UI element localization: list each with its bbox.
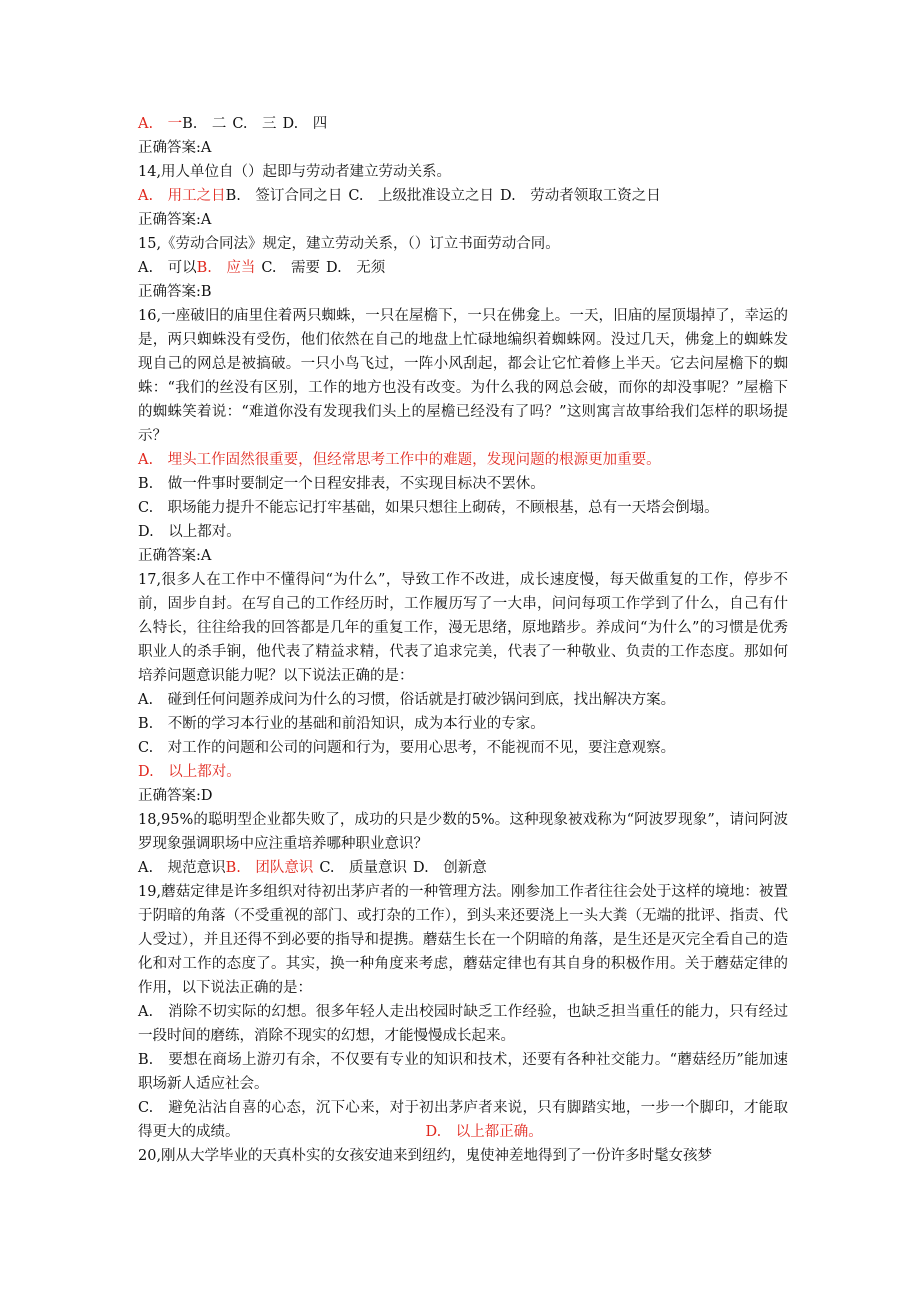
q20-stem: 20,刚从大学毕业的天真朴实的女孩安迪来到纽约，鬼使神差地得到了一份许多时髦女孩梦 [138, 1148, 713, 1164]
q16-option-c: C. 职场能力提升不能忘记打牢基础，如果只想往上砌砖，不顾根基，总有一天塔会倒塌。 [138, 500, 719, 516]
q15-option-a: A. 可以 [138, 260, 197, 276]
q17-stem: 17,很多人在工作中不懂得问“为什么”，导致工作不改进，成长速度慢，每天做重复的工作，停步不前，固步自封。在写自己的工作经历时，工作履历写了一大串，问问每项工作学到了什么，自己有什么特长，往往给我的回答都是几年的重复工作，漫无思绪，原地踏步。养成问“为什么”的习惯是优秀职业人的杀手锏，他代表了精益求精，代表了追求完美，代表了一种敬业、负责的工作态度。那如何培养问题意识能力呢？以下说法正确的是： [138, 572, 788, 684]
q18-option-c: C. 质量意识 [319, 860, 408, 876]
q13-option-a: A. 一 [138, 116, 183, 132]
q19-option-c-and-d [138, 1096, 788, 1144]
q16-option-b: B. 做一件事时要制定一个日程安排表，不实现目标决不罢休。 [138, 476, 545, 492]
q14-options [138, 184, 788, 208]
q18-option-d: D. 创新意 [413, 860, 487, 876]
q13-option-c: C. 三 [232, 116, 277, 132]
q18-stem: 18,95%的聪明型企业都失败了，成功的只是少数的5%。这种现象被戏称为“阿波罗现象”，请问阿波罗现象强调职场中应注重培养哪种职业意识？ [138, 812, 788, 852]
q19-option-b: B. 要想在商场上游刃有余，不仅要有专业的知识和技术，还要有各种社交能力。“蘑菇经历”能加速职场新人适应社会。 [138, 1052, 788, 1092]
q15-option-b: B. 应当 [196, 260, 256, 276]
q13-option-d: D. 四 [282, 116, 328, 132]
q13-option-b: B. 二 [182, 116, 227, 132]
q15-option-d: D. 无须 [326, 260, 386, 276]
q19-stem: 19,蘑菇定律是许多组织对待初出茅庐者的一种管理方法。刚参加工作者往往会处于这样的境地：被置于阴暗的角落（不受重视的部门、或打杂的工作），到头来还要浇上一头大粪（无端的批评、指责、代人受过），并且还得不到必要的指导和提携。蘑菇生长在一个阴暗的角落，是生还是灭完全看自己的造化和对工作的态度了。其实，换一种角度来考虑，蘑菇定律也有其自身的积极作用。关于蘑菇定律的作用，以下说法正确的是： [138, 884, 788, 996]
q15-options [138, 256, 788, 280]
document-page [138, 112, 788, 1168]
q15-option-c: C. 需要 [261, 260, 321, 276]
q15-answer: 正确答案:B [138, 284, 212, 300]
q18-option-b: B. 团队意识 [225, 860, 314, 876]
q19-option-c: C. 避免沾沾自喜的心态，沉下心来，对于初出茅庐者来说，只有脚踏实地，一步一个脚印，才能取得更大的成绩。 [138, 1100, 788, 1140]
q19-option-d: D. 以上都正确。 [425, 1124, 543, 1140]
q17-option-a: A. 碰到任何问题养成问为什么的习惯，俗话就是打破沙锅问到底，找出解决方案。 [138, 692, 676, 708]
q14-stem: 14,用人单位自（）起即与劳动者建立劳动关系。 [138, 164, 452, 180]
q16-stem: 16,一座破旧的庙里住着两只蜘蛛，一只在屋檐下，一只在佛龛上。一天，旧庙的屋顶塌掉了，幸运的是，两只蜘蛛没有受伤，他们依然在自己的地盘上忙碌地编织着蜘蛛网。没过几天，佛龛上的蜘蛛发现自己的网总是被搞破。一只小鸟飞过，一阵小风刮起，都会让它忙着修上半天。它去问屋檐下的蜘蛛：“我们的丝没有区别，工作的地方也没有改变。为什么我的网总会破，而你的却没事呢？”屋檐下的蜘蛛笑着说：“难道你没有发现我们头上的屋檐已经没有了吗？”这则寓言故事给我们怎样的职场提示？ [138, 308, 788, 444]
q14-answer: 正确答案:A [138, 212, 212, 228]
q14-option-b: B. 签订合同之日 [225, 188, 343, 204]
q17-option-b: B. 不断的学习本行业的基础和前沿知识，成为本行业的专家。 [138, 716, 545, 732]
q13-answer: 正确答案:A [138, 140, 212, 156]
q16-option-d: D. 以上都对。 [138, 524, 241, 540]
q14-option-d: D. 劳动者领取工资之日 [500, 188, 661, 204]
q19-option-a: A. 消除不切实际的幻想。很多年轻人走出校园时缺乏工作经验，也缺乏担当重任的能力，只有经过一段时间的磨练，消除不现实的幻想，才能慢慢成长起来。 [138, 1004, 788, 1044]
q13-options [138, 112, 788, 136]
q16-answer: 正确答案:A [138, 548, 212, 564]
q18-option-a: A. 规范意识 [138, 860, 226, 876]
q15-stem: 15,《劳动合同法》规定，建立劳动关系，（）订立书面劳动合同。 [138, 236, 560, 252]
q17-option-c: C. 对工作的问题和公司的问题和行为，要用心思考，不能视而不见，要注意观察。 [138, 740, 676, 756]
q14-option-c: C. 上级批准设立之日 [348, 188, 495, 204]
q14-option-a: A. 用工之日 [138, 188, 226, 204]
q16-option-a: A. 埋头工作固然很重要，但经常思考工作中的难题，发现问题的根源更加重要。 [138, 452, 661, 468]
q17-option-d: D. 以上都对。 [138, 764, 241, 780]
q17-answer: 正确答案:D [138, 788, 213, 804]
q18-options [138, 856, 788, 880]
